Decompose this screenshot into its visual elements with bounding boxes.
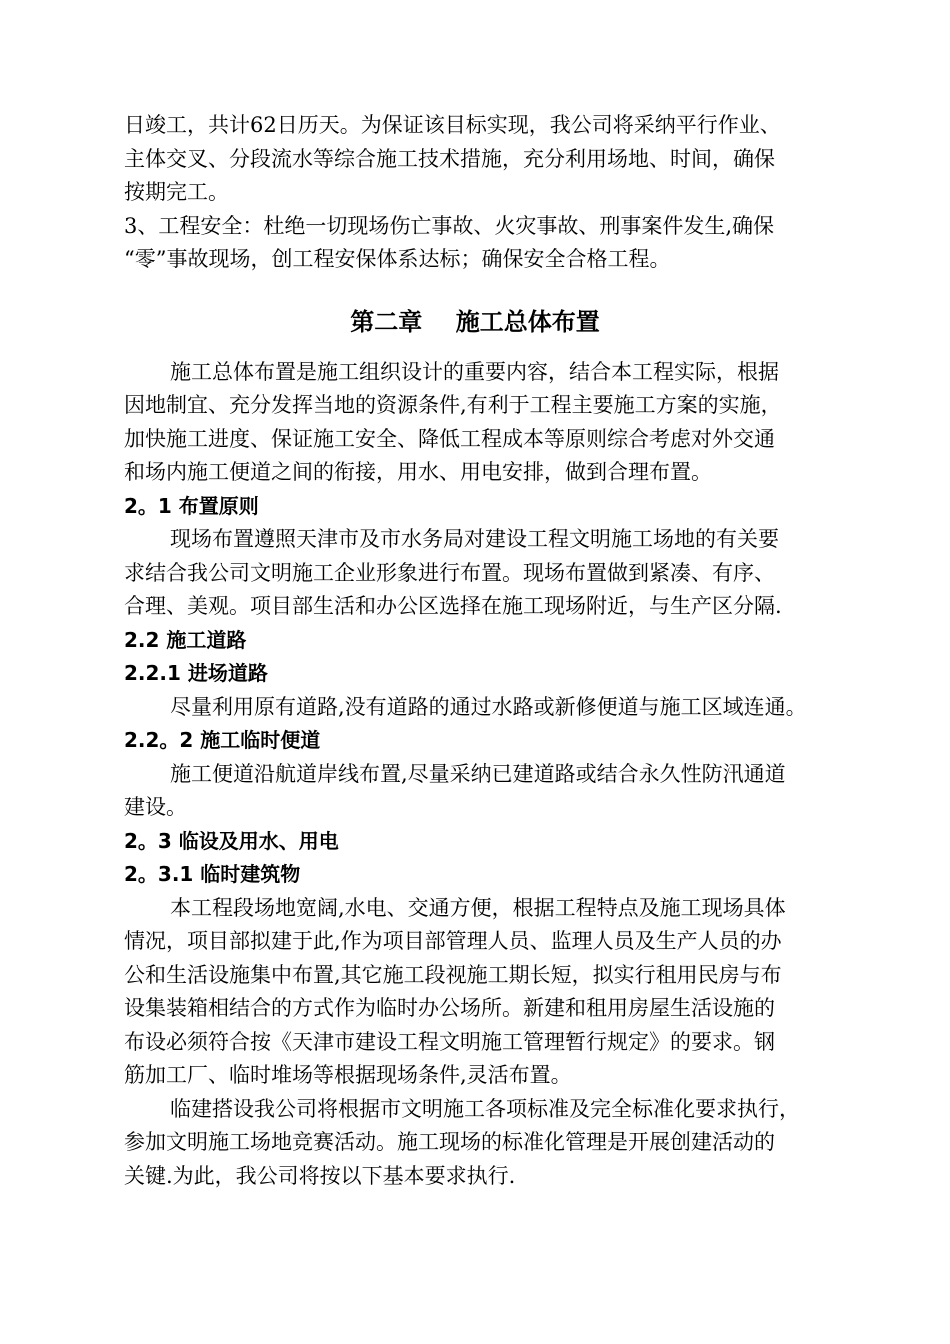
text-line: 关键.为此，我公司将按以下基本要求执行. — [124, 1164, 516, 1188]
section-heading: 2。1 布置原则 — [124, 494, 259, 518]
text-line: 现场布置遵照天津市及市水务局对建设工程文明施工场地的有关要 — [170, 527, 779, 551]
subsection-heading: 2。3.1 临时建筑物 — [124, 862, 301, 886]
text-line: 加快施工进度、保证施工安全、降低工程成本等原则综合考虑对外交通 — [124, 427, 775, 451]
text-line: 公和生活设施集中布置,其它施工段视施工期长短，拟实行租用民房与布 — [124, 963, 782, 987]
text-line: 主体交叉、分段流水等综合施工技术措施，充分利用场地、时间，确保 — [124, 147, 775, 171]
text-line: 筋加工厂、临时堆场等根据现场条件,灵活布置。 — [124, 1063, 572, 1087]
text-line: 3、工程安全：杜绝一切现场伤亡事故、火灾事故、刑事案件发生,确保 — [124, 214, 775, 238]
text-line: 求结合我公司文明施工企业形象进行布置。现场布置做到紧凑、有序、 — [124, 561, 775, 585]
text-line: “零”事故现场，创工程安保体系达标；确保安全合格工程。 — [124, 247, 671, 271]
text-line: 合理、美观。项目部生活和办公区选择在施工现场附近，与生产区分隔. — [124, 594, 782, 618]
text-line: 本工程段场地宽阔,水电、交通方便，根据工程特点及施工现场具体 — [170, 896, 786, 920]
text-line: 情况，项目部拟建于此,作为项目部管理人员、监理人员及生产人员的办 — [124, 929, 782, 953]
text-line: 和场内施工便道之间的衔接，用水、用电安排，做到合理布置。 — [124, 460, 712, 484]
section-heading: 2。3 临设及用水、用电 — [124, 829, 339, 853]
text-line: 施工总体布置是施工组织设计的重要内容，结合本工程实际，根据 — [170, 360, 779, 384]
text-line: 日竣工，共计62日历天。为保证该目标实现，我公司将采纳平行作业、 — [124, 113, 781, 137]
text-line: 按期完工。 — [124, 180, 229, 204]
subsection-heading: 2.2.1 进场道路 — [124, 661, 268, 685]
text-line: 尽量利用原有道路,没有道路的通过水路或新修便道与施工区域连通。 — [170, 695, 807, 719]
text-line: 建设。 — [124, 795, 187, 819]
text-line: 因地制宜、充分发挥当地的资源条件,有利于工程主要施工方案的实施， — [124, 393, 782, 417]
text-line: 临建搭设我公司将根据市文明施工各项标准及完全标准化要求执行， — [170, 1097, 800, 1121]
text-line: 参加文明施工场地竞赛活动。施工现场的标准化管理是开展创建活动的 — [124, 1130, 775, 1154]
text-line: 设集装箱相结合的方式作为临时办公场所。新建和租用房屋生活设施的 — [124, 996, 775, 1020]
chapter-title: 第二章 施工总体布置 — [350, 308, 600, 336]
section-heading: 2.2 施工道路 — [124, 628, 247, 652]
text-line: 施工便道沿航道岸线布置,尽量采纳已建道路或结合永久性防汛通道 — [170, 762, 786, 786]
text-line: 布设必须符合按《天津市建设工程文明施工管理暂行规定》的要求。钢 — [124, 1030, 775, 1054]
subsection-heading: 2.2。2 施工临时便道 — [124, 728, 321, 752]
